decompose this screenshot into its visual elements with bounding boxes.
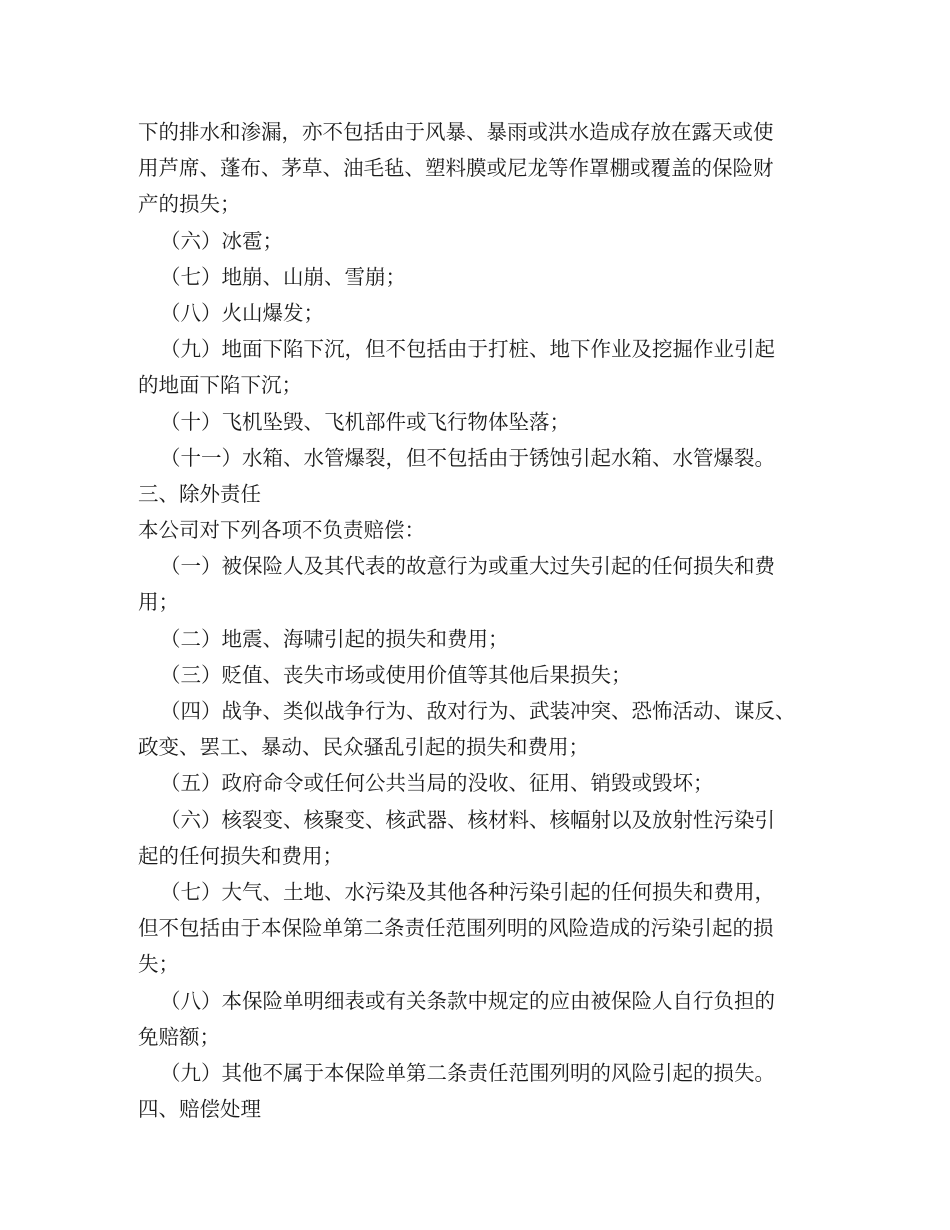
text-line: 失； [138, 952, 179, 977]
list-item-line: （八）本保险单明细表或有关条款中规定的应由被保险人自行负担的 [160, 988, 775, 1013]
list-item-line: （九）地面下陷下沉，但不包括由于打桩、地下作业及挖掘作业引起 [160, 337, 775, 362]
text-line: 起的任何损失和费用； [138, 843, 343, 868]
list-item-line: （七）地崩、山崩、雪崩； [160, 264, 406, 289]
list-item-line: （一）被保险人及其代表的故意行为或重大过失引起的任何损失和费 [160, 554, 775, 579]
section-heading: 四、赔偿处理 [138, 1097, 261, 1122]
list-item-line: （九）其他不属于本保险单第二条责任范围列明的风险引起的损失。 [160, 1060, 775, 1085]
section-heading: 三、除外责任 [138, 481, 261, 506]
text-line: 用芦席、蓬布、茅草、油毛毡、塑料膜或尼龙等作罩棚或覆盖的保险财 [138, 156, 774, 181]
list-item-line: （四）战争、类似战争行为、敌对行为、武装冲突、恐怖活动、谋反、 [160, 699, 796, 723]
text-line: 免赔额； [138, 1024, 220, 1049]
text-line: 政变、罢工、暴动、民众骚乱引起的损失和费用； [138, 735, 589, 760]
text-line: 的地面下陷下沉； [138, 373, 302, 398]
text-line: 本公司对下列各项不负责赔偿： [138, 518, 425, 543]
list-item-line: （八）火山爆发； [160, 300, 324, 325]
text-line: 但不包括由于本保险单第二条责任范围列明的风险造成的污染引起的损 [138, 916, 774, 941]
list-item-line: （二）地震、海啸引起的损失和费用； [160, 626, 509, 651]
list-item-line: （七）大气、土地、水污染及其他各种污染引起的任何损失和费用， [160, 879, 775, 904]
document-body [138, 114, 828, 1127]
text-line: 用； [138, 590, 179, 615]
list-item-line: （五）政府命令或任何公共当局的没收、征用、销毁或毁坏； [160, 771, 714, 796]
list-item-line: （十一）水箱、水管爆裂，但不包括由于锈蚀引起水箱、水管爆裂。 [160, 445, 775, 470]
list-item-line: （十）飞机坠毁、飞机部件或飞行物体坠落； [160, 409, 570, 434]
list-item-line: （六）冰雹； [160, 228, 283, 253]
list-item-line: （六）核裂变、核聚变、核武器、核材料、核幅射以及放射性污染引 [160, 807, 775, 832]
list-item-line: （三）贬值、丧失市场或使用价值等其他后果损失； [160, 662, 632, 687]
text-line: 产的损失； [138, 192, 241, 217]
text-line: 下的排水和渗漏，亦不包括由于风暴、暴雨或洪水造成存放在露天或使 [138, 120, 774, 144]
